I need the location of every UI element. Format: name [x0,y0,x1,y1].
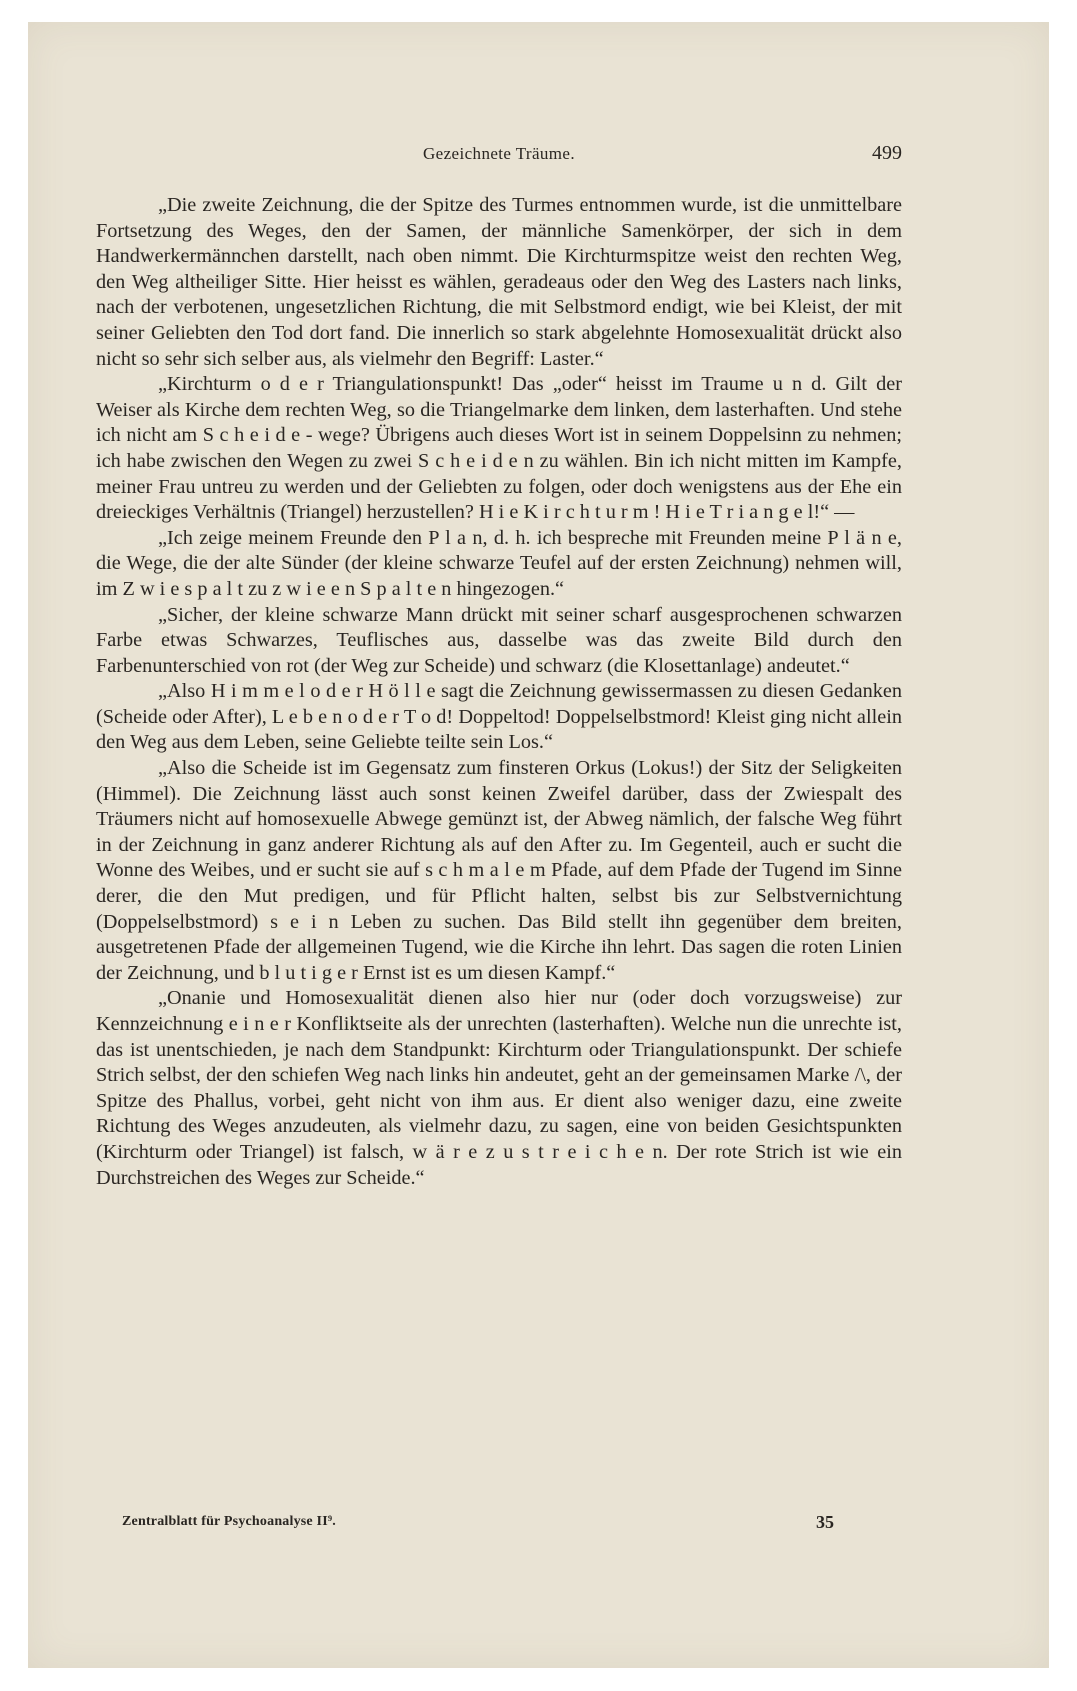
paragraph: „Also H i m m e l o d e r H ö l l e sagt die Zeichnung gewissermassen zu diesen Gedanken (Scheide oder After), L e b e n o d e r T o d! Doppeltod! Doppelselbstmord! Kleist ging nicht allein den Weg aus dem Leben, seine Geliebte teilte sein Los.“ [96,680,902,754]
page-header [96,144,902,168]
page-footer [122,1512,834,1536]
paragraph: „Onanie und Homosexualität dienen also hier nur (oder doch vorzugsweise) zur Kennzeichnung e i n e r Konfliktseite als der unrechten (lasterhaften). Welche nun die unrechte ist, das ist unentschieden, je nach dem Standpunkt: Kirchturm oder Triangulationspunkt. Der schiefe Strich selbst, der den schiefen Weg nach links hin andeutet, geht an der gemeinsamen Marke /\, der Spitze des Phallus, vorbei, geht nicht von ihm aus. Er dient also weniger dazu, eine zweite Richtung des Weges anzudeuten, als vielmehr dazu, zu sagen, eine von beiden Gesichtspunkten (Kirchturm oder Triangel) ist falsch, w ä r e z u s t r e i c h e n. Der rote Strich ist wie ein Durchstreichen des Weges zur Scheide.“ [96,987,902,1189]
paragraph: „Sicher, der kleine schwarze Mann drückt mit seiner scharf ausgesprochenen schwarzen Farbe etwas Schwarzes, Teuflisches aus, dasselbe was das zweite Bild durch den Farbenunterschied von rot (der Weg zur Scheide) und schwarz (die Klosettanlage) andeutet.“ [96,603,902,677]
signature-mark: 35 [816,1512,834,1532]
body-text [96,193,902,1191]
page-number: 499 [872,142,902,164]
journal-title: Zentralblatt für Psychoanalyse II⁹. [122,1514,336,1529]
paragraph: „Kirchturm o d e r Triangulationspunkt! Das „oder“ heisst im Traume u n d. Gilt der Weiser als Kirche dem rechten Weg, so die Triangelmarke dem linken, dem lasterhaften. Und stehe ich nicht am S c h e i d e - wege? Übrigens auch dieses Wort ist in seinem Doppelsinn zu nehmen; ich habe zwischen den Wegen zu zwei S c h e i d e n zu wählen. Bin ich nicht mitten im Kampfe, meiner Frau untreu zu werden und der Geliebten zu folgen, oder doch wenigstens aus der Ehe ein dreieckiges Verhältnis (Triangel) herzustellen? H i e K i r c h t u r m ! H i e T r i a n g e l!“ — [96,373,902,524]
paragraph: „Die zweite Zeichnung, die der Spitze des Turmes entnommen wurde, ist die unmittelbare Fortsetzung des Weges, den der Samen, der männliche Samenkörper, der sich in dem Handwerkermännchen darstellt, nach oben nimmt. Die Kirchturmspitze weist den rechten Weg, den Weg altheiliger Sitte. Hier heisst es wählen, geradeaus oder den Weg des Lasters nach links, nach der verbotenen, ungesetzlichen Richtung, die mit Selbstmord endigt, wie bei Kleist, der mit seiner Geliebten den Tod dort fand. Die innerlich so stark abgelehnte Homosexualität drückt also nicht so sehr sich selber aus, als vielmehr den Begriff: Laster.“ [96,194,902,370]
paragraph: „Also die Scheide ist im Gegensatz zum finsteren Orkus (Lokus!) der Sitz der Seligkeiten (Himmel). Die Zeichnung lässt auch sonst keinen Zweifel darüber, dass der Zwiespalt des Träumers nicht auf homosexuelle Abwege gemünzt ist, der Abweg nämlich, der falsche Weg führt in der Zeichnung in ganz anderer Richtung als auf den After zu. Im Gegenteil, auch er sucht die Wonne des Weibes, und er sucht sie auf s c h m a l e m Pfade, auf dem Pfade der Tugend im Sinne derer, die den Mut predigen, und für Pflicht halten, selbst bis zur Selbstvernichtung (Doppelselbstmord) s e i n Leben zu suchen. Das Bild stellt ihn gegenüber dem breiten, ausgetretenen Pfade der allgemeinen Tugend, wie die Kirche ihn lehrt. Das sagen die roten Linien der Zeichnung, und b l u t i g e r Ernst ist es um diesen Kampf.“ [96,757,902,984]
paragraph: „Ich zeige meinem Freunde den P l a n, d. h. ich bespreche mit Freunden meine P l ä n e, die Wege, die der alte Sünder (der kleine schwarze Teufel auf der ersten Zeichnung) nehmen will, im Z w i e s p a l t zu z w i e e n S p a l t e n hingezogen.“ [96,526,902,600]
running-title: Gezeichnete Träume. [422,144,576,163]
